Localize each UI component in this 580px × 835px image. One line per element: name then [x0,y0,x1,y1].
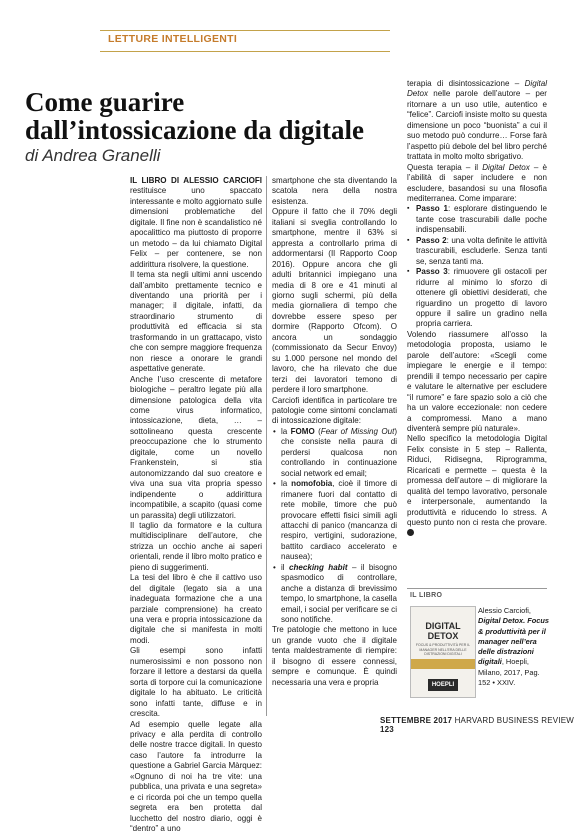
paragraph: Volendo riassumere all’osso la metodologia proposta, usiamo le parole dell’autore: «Scegli come impiegare le energie e il tempo: prendili il tempo necessario per capire e valutare le alternative per escludere “il rumore” e fare spazio solo a ciò che ha un valore eccezionale: non cedere a compromessi. Mano a mano diventerà sempre più naturale». [407,329,547,433]
column-divider [266,176,267,716]
paragraph: Nello specifico la metodologia Digital Felix consiste in 5 step – Rallenta, Riduci, Ridisegna, Riprogramma, Ricaricati e permette – questa è la promessa dell’autore – di migliorare la qualità del tempo lavorativo, personale e interpersonale, aumentando la produttività e riducendo lo stress. A questo punto non ci resta che provare. [407,434,547,539]
book-box-label: IL LIBRO [410,592,443,599]
list-item: • la nomofobia, cioè il timore di rimanere fuori dal contatto di rete mobile, timore che può provocare effetti fisici simili agli attacchi di panico (mancanza di respiro, vertigini, sudorazione, battito cardiaco accelerato e nausea); [272,479,397,563]
article-author: di Andrea Granelli [25,146,161,165]
article-column-2 [272,176,397,688]
section-label: LETTURE INTELLIGENTI [108,33,238,45]
book-cover-subtitle: FOCUS & PRODUTTIVITÀ PER IL MANAGER NELL'ERA DELLE DISTRAZIONI DIGITALI [415,643,471,656]
lead-in: IL LIBRO DI ALESSIO CARCIOFI [130,176,262,185]
end-mark-icon [407,529,414,536]
paragraph: Gli esempi sono infatti numerosissimi e non possono non forzare il lettore a destarsi da quella sorta di torpore cui la comunicazione digitale lo ha abituato. Le criticità sono infatti tante, diffuse e in crescita. [130,646,262,719]
page-footer: SETTEMBRE 2017 HARVARD BUSINESS REVIEW 123 [380,716,575,734]
paragraph: Ad esempio quelle legate alla privacy e alla perdita di controllo delle nostre tracce digitali. In questo caso l’autore fa introdurre la questione a Gabriel Garcia Màrquez: «Ognuno di noi ha tre vite: una pubblica, una privata e una segreta» e ci ricorda poi che un tempo quella segreta era ben protetta dal lucchetto del nostro diario, oggi è “dentro” a uno [130,719,262,834]
book-info: Alessio Carciofi, Digital Detox. Focus & produttività per il manager nell’era delle distrazioni digitali, Hoepli, Milano, 2017, Pag. 152 • XXIV. [478,606,550,688]
paragraph: IL LIBRO DI ALESSIO CARCIOFI restituisce uno spaccato interessante e molto aggiornato sulle dimensioni problematiche del digitale. Il fine non è scandalistico né apocalittico ma piuttosto di proporre un metodo – da lui chiamato Digital Felix – per contenere, se non addirittura risolvere, la questione. [130,176,262,269]
paragraph: Anche l’uso crescente di metafore biologiche – peraltro legate più alla dimensione patologica della vita come virus informatico, intossicazione, dieta, … – sottolineano questa crescente preoccupazione che lo strumento digitale, come un novello Frankenstein, si stia autonomizzando dal suo creatore e viva una sua vita propria spesso indipendente o addirittura incompatibile, a scapito (quasi come un parassita) degli utilizzatori. [130,374,262,520]
book-cover-title: DIGITAL DETOX [425,621,461,641]
publisher-logo: HOEPLI [428,679,458,691]
book-cover [410,606,476,698]
paragraph: La tesi del libro è che il cattivo uso del digitale (legato sia a una inadeguata formazione che a una parziale comprensione) ha creato una vera e propria intossicazione da digitale che si manifesta in molti modi. [130,573,262,645]
paragraph: terapia di disintossicazione – Digital Detox nelle parole dell’autore – per ritornare a un uso utile, autentico e “felice”. Carciofi insiste molto su questa dimensione un poco “buonista” a cui il suo metodo può condurre… Forse farà l’aspetto più debole del bel libro perché trattata in molto molto sbrigativo. [407,79,547,162]
list-item: • la FOMO (Fear of Missing Out) che consiste nella paura di perdersi qualcosa non controllando in continuazione social network ed email; [272,427,397,479]
article-headline: Come guarire dall’intossicazione da digitale [25,87,365,145]
paragraph: Il tema sta negli ultimi anni uscendo dall’ambito prettamente tecnico e diventando una priorità per i manager; il digitale, infatti, da straordinario strumento di produttività ed efficacia si sta trasformando in un grattacapo, visto che con sempre maggiore frequenza non riesce a onorare le grandi aspettative generate. [130,270,262,374]
article-column-1 [130,176,262,835]
book-cover-band [411,659,475,669]
list-item: ▪ Passo 2: una volta definite le attività trascurabili, escluderle. Senza tanti se, senza tanti ma. [407,236,547,267]
steps-list [407,204,547,329]
article-column-3 [407,79,547,539]
symptom-list [272,427,397,626]
paragraph: Questa terapia – il Digital Detox – è l’abilità di saper includere e non escludere, basandosi su una filosofia mediterranea. Come imparare: [407,162,547,203]
paragraph: smartphone che sta diventando la scatola nera della nostra esistenza. [272,176,397,206]
list-item: ▪ Passo 1: esplorare distinguendo le tante cose trascurabili dalle poche indispensabili. [407,204,547,235]
list-item: ▪ Passo 3: rimuovere gli ostacoli per ridurre al minimo lo sforzo di ottenere gli obiettivi desiderati, che riguardino un progetto di lavoro oppure il salire un gradino nella propria carriera. [407,267,547,330]
paragraph: Il taglio da formatore e la cultura multidisciplinare dell’autore, che strizza un occhio anche ai saperi orientali, rende il libro molto pratico e pieno di suggerimenti. [130,520,262,572]
list-item: • il checking habit – il bisogno spasmodico di controllare, anche a distanza di brevissimo tempo, lo smartphone, la casella email, i social per verificare se ci sono notifiche. [272,563,397,626]
paragraph: Tre patologie che mettono in luce un grande vuoto che il digitale tenta maldestramente di riempire: il bisogno di essere connessi, sempre e comunque. È quindi necessaria una vera e propria [272,625,397,687]
paragraph: Carciofi identifica in particolare tre patologie come sintomi conclamati di intossicazione digitale: [272,395,397,426]
paragraph: Oppure il fatto che il 70% degli italiani si sveglia controllando lo smartphone, mentre il 63% si appresta a controllarlo prima di addormentarsi (Il Rapporto Coop 2016). Oppure ancora che gli adulti britannici impiegano una media di 8 ore e 41 minuti al giorno sugli schermi, più della media giornaliera di tempo che dovrebbe essere speso per dormire (Rapporto Ofcom). O ancora un sondaggio (commissionato da Secur Envoy) su 1.000 persone nel mondo del lavoro, che ha rilevato che due terzi dei lavoratori temono di perdere il loro smartphone. [272,207,397,395]
book-box-divider [407,588,547,589]
